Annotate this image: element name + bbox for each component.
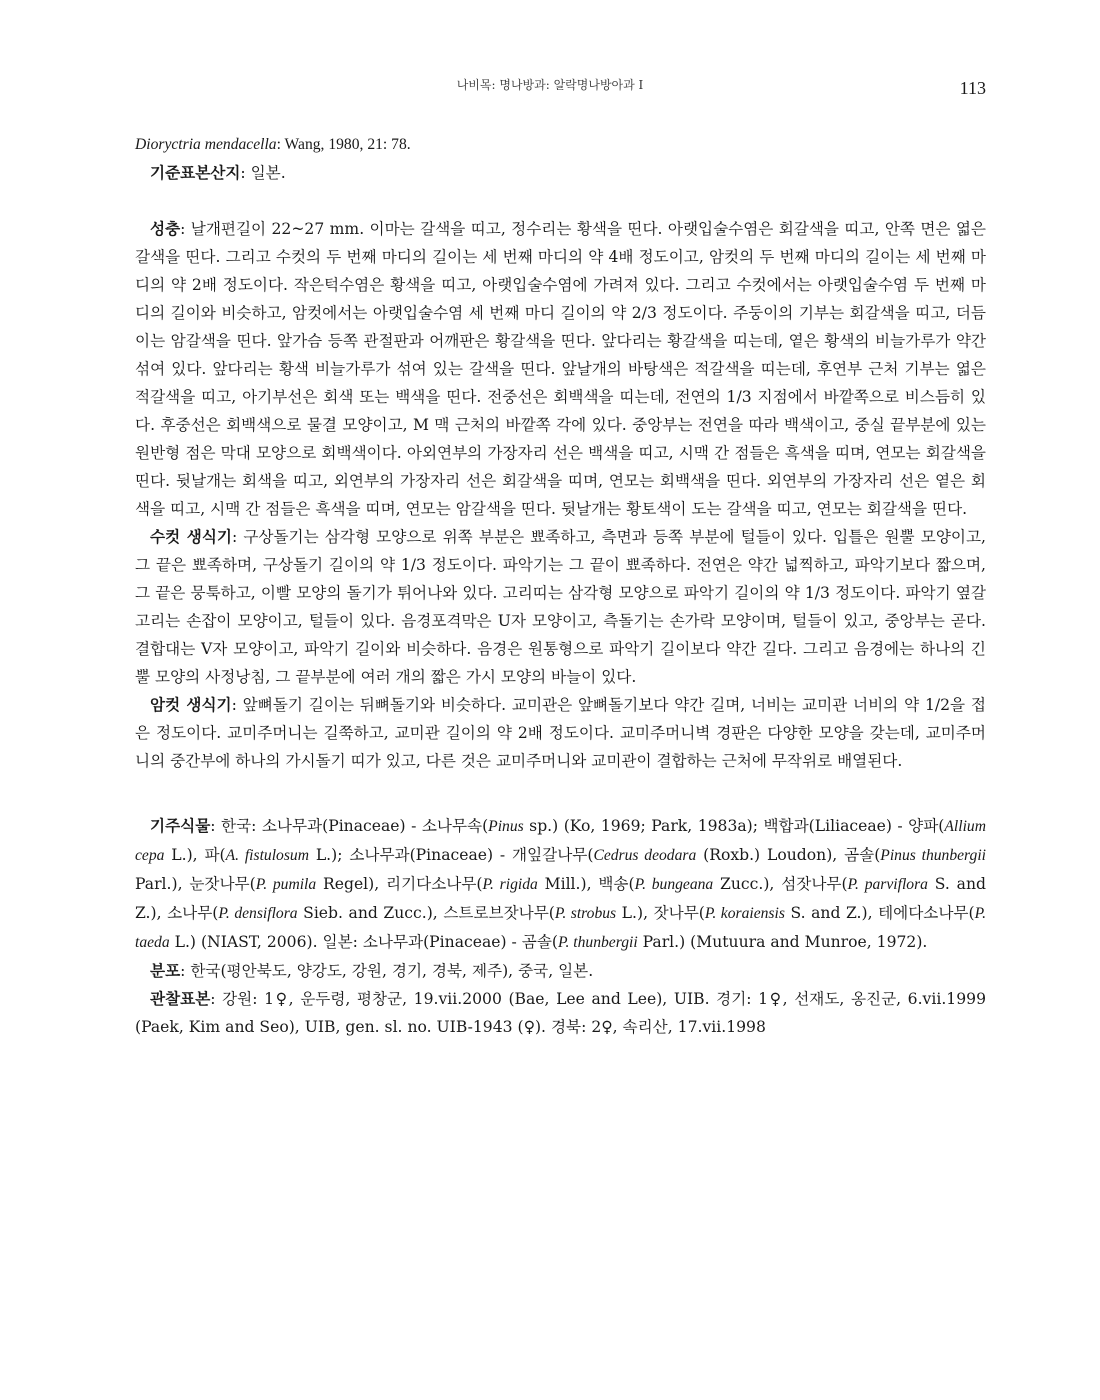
distribution-text: : 한국(평안북도, 양강도, 강원, 경기, 경북, 제주), 중국, 일본. [180, 962, 594, 980]
type-locality [135, 159, 986, 187]
host-plant-taxon: P. taeda [135, 905, 986, 951]
male-genitalia [135, 523, 986, 691]
host-plant-text: S. and Z.), 소나무( [135, 875, 987, 922]
host-plant-text: Sieb. and Zucc.), 스트로브잣나무( [297, 904, 555, 922]
host-plants-text [135, 817, 986, 951]
host-plant-text: : 한국: 소나무과(Pinaceae) - 소나무속( [210, 817, 489, 835]
distribution-label: 분포 [150, 961, 181, 980]
host-plant-text: sp.) (Ko, 1969; Park, 1983a); 백합과(Liliaceae) - 양파( [523, 817, 945, 835]
host-plant-text: Mill.), 백송( [537, 875, 635, 893]
body-text [135, 130, 986, 1041]
host-plant-taxon: P. koraiensis [704, 905, 785, 922]
specimens-text: : 강원: 1♀, 운두령, 평창군, 19.vii.2000 (Bae, Lee and Lee), UIB. 경기: 1♀, 선재도, 옹진군, 6.vii.1999 (Paek, Kim and Seo), UIB, gen. sl. no. UIB-1943 (♀). 경북: 2♀, 속리산, 17.vii.1998 [135, 990, 986, 1036]
adult-label: 성충 [150, 219, 181, 238]
host-plant-taxon: P. thunbergii [557, 934, 638, 951]
citation [135, 130, 986, 159]
host-plant-text: L.), 파( [164, 846, 226, 864]
host-plant-text: L.) (NIAST, 2006). 일본: 소나무과(Pinaceae) - 곰솔( [169, 933, 558, 951]
citation-reference: : Wang, 1980, 21: 78. [276, 136, 411, 153]
page-number: 113 [959, 78, 986, 98]
host-plant-taxon: P. rigida [482, 876, 538, 893]
host-plant-taxon: P. strobus [554, 905, 617, 922]
citation-taxon: Dioryctria mendacella [135, 136, 277, 153]
adult-description [135, 215, 986, 523]
examined-specimens [135, 985, 986, 1041]
male-genitalia-text: : 구상돌기는 삼각형 모양으로 위쪽 부분은 뾰족하고, 측면과 등쪽 부분에 털들이 있다. 입틀은 원뿔 모양이고, 그 끝은 뾰족하며, 구상돌기 길이의 약 1/3 정도이다. 파악기는 그 끝이 뾰족하다. 전연은 약간 넓찍하고, 파악기보다 짧으며, 그 끝은 뭉툭하고, 이빨 모양의 돌기가 튀어나와 있다. 고리띠는 삼각형 모양으로 파악기 길이의 약 1/3 정도이다. 파악기 옆갈고리는 손잡이 모양이고, 털들이 있다. 음경포격막은 U자 모양이고, 측돌기는 손가락 모양이며, 털들이 있고, 중앙부는 곧다. 결합대는 V자 모양이고, 파악기 길이와 비슷하다. 음경은 원통형으로 파악기 길이보다 약간 길다. 그리고 음경에는 하나의 긴 뿔 모양의 사정낭침, 그 끝부분에 여러 개의 짧은 가시 모양의 바늘이 있다. [135, 528, 986, 686]
host-plant-text: L.); 소나무과(Pinaceae) - 개잎갈나무( [308, 846, 594, 864]
host-plant-taxon: Pinus [488, 818, 524, 835]
host-plants-label: 기주식물 [150, 816, 211, 835]
female-genitalia-label: 암컷 생식기 [150, 695, 232, 714]
host-plant-taxon: P. parviflora [847, 876, 928, 893]
adult-text: : 날개편길이 22~27 mm. 이마는 갈색을 띠고, 정수리는 황색을 띤다. 아랫입술수염은 회갈색을 띠고, 안쪽 면은 엷은 갈색을 띤다. 그리고 수컷의 두 번째 마디의 길이는 세 번째 마디의 약 4배 정도이고, 암컷의 두 번째 마디의 길이는 세 번째 마디의 약 2배 정도이다. 작은턱수염은 황색을 띠고, 아랫입술수염에 가려져 있다. 그리고 수컷에서는 아랫입술수염 두 번째 마디의 길이와 비슷하고, 암컷에서는 아랫입술수염 세 번째 마디 길이의 약 2/3 정도이다. 주둥이의 기부는 회갈색을 띠고, 더듬이는 암갈색을 띤다. 앞가슴 등쪽 관절판과 어깨판은 황갈색을 띤다. 앞다리는 황갈색을 띠는데, 옅은 황색의 비늘가루가 약간 섞여 있다. 앞다리는 황색 비늘가루가 섞여 있는 갈색을 띤다. 앞날개의 바탕색은 적갈색을 띠는데, 후연부 근처 기부는 엷은 적갈색을 띠고, 아기부선은 회색 또는 백색을 띤다. 전중선은 회백색을 띠는데, 전연의 1/3 지점에서 바깥쪽으로 비스듬히 있다. 후중선은 회백색으로 물결 모양이고, M 맥 근처의 바깥쪽 각에 있다. 중앙부는 전연을 따라 백색이고, 중실 끝부분에 있는 원반형 점은 막대 모양으로 회백색이다. 아외연부의 가장자리 선은 백색을 띠고, 시맥 간 점들은 흑색을 띠며, 연모는 회갈색을 띤다. 뒷날개는 회색을 띠고, 외연부의 가장자리 선은 회갈색을 띠며, 연모는 회백색을 띤다. 외연부의 가장자리 선은 옅은 회색을 띠고, 시맥 간 점들은 흑색을 띠며, 연모는 암갈색을 띤다. 뒷날개는 황토색이 도는 갈색을 띠고, 연모는 회갈색을 띤다. [135, 220, 986, 518]
host-plant-text: L.), 잣나무( [616, 904, 705, 922]
host-plant-taxon: A. fistulosum [225, 847, 309, 864]
host-plant-text: S. and Z.), 테에다소나무( [784, 904, 975, 922]
type-locality-text: : 일본. [240, 164, 286, 182]
host-plant-taxon: P. densiflora [218, 905, 298, 922]
host-plant-taxon: Allium cepa [135, 818, 986, 864]
distribution [135, 957, 986, 985]
host-plant-taxon: Pinus thunbergii [880, 847, 986, 864]
host-plant-taxon: P. bungeana [634, 876, 714, 893]
type-locality-label: 기준표본산지 [150, 163, 241, 182]
specimens-label: 관찰표본 [150, 989, 211, 1008]
female-genitalia-text: : 앞뼈돌기 길이는 뒤뼈돌기와 비슷하다. 교미관은 앞뼈돌기보다 약간 길며, 너비는 교미관 너비의 약 1/2을 접은 정도이다. 교미주머니는 길쭉하고, 교미관 길이의 약 2배 정도이다. 교미주머니벽 경판은 다양한 모양을 갖는데, 교미주머니의 중간부에 하나의 가시돌기 띠가 있고, 다른 것은 교미주머니와 교미관이 결합하는 근처에 무작위로 배열된다. [135, 696, 986, 770]
female-genitalia [135, 691, 986, 775]
host-plant-text: (Roxb.) Loudon), 곰솔( [696, 846, 881, 864]
running-title: 나비목: 명나방과: 알락명나방아과 I [456, 78, 644, 92]
host-plant-taxon: P. pumila [255, 876, 317, 893]
host-plants [135, 812, 986, 957]
host-plant-text: Regel), 리기다소나무( [316, 875, 483, 893]
host-plant-text: Parl.) (Mutuura and Munroe, 1972). [637, 933, 928, 951]
host-plant-text: Parl.), 눈잣나무( [135, 875, 256, 893]
host-plant-taxon: Cedrus deodara [593, 847, 697, 864]
host-plant-text: Zucc.), 섬잣나무( [713, 875, 848, 893]
male-genitalia-label: 수컷 생식기 [150, 527, 232, 546]
